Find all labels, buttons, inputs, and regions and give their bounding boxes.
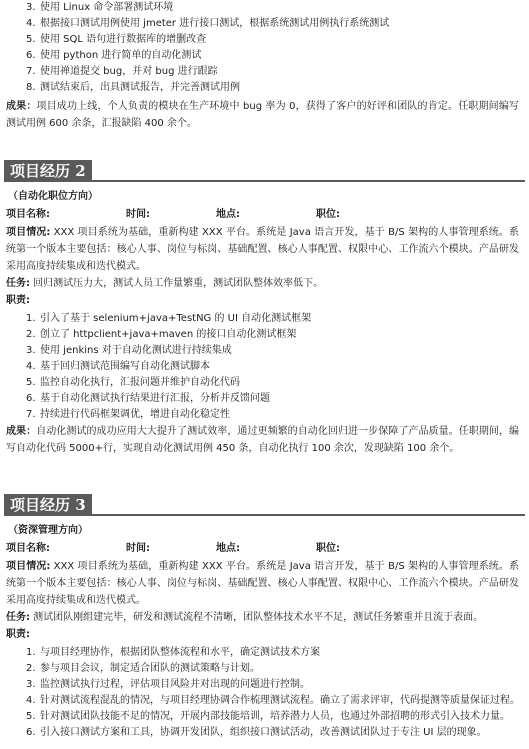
list-item: 7. 持续进行代码框架调优，增进自动化稳定性: [26, 409, 230, 420]
list-item: 1. 与项目经理协作，根据团队整体流程和水平，确定测试技术方案: [26, 647, 320, 658]
project-meta: 项目名称: 时间: 地点: 职位:: [6, 543, 340, 554]
duty-list: [0, 311, 529, 423]
project-task: 任务: 测试团队刚组建完毕，研发和测试流程不清晰，团队整体技术水平不足，测试任务繁重并且流于表面。: [6, 612, 484, 623]
list-item: 5. 监控自动化执行，汇报问题并维护自动化代码: [26, 377, 240, 388]
list-item: 6. 基于自动化测试执行结果进行汇报，分析并反馈问题: [26, 393, 270, 404]
list-item: 4. 基于回归测试范围编写自动化测试脚本: [26, 361, 210, 372]
section-title: 项目经历 2: [4, 160, 92, 182]
section-title: 项目经历 3: [4, 494, 92, 516]
section-divider: [4, 514, 525, 516]
intro-list: [0, 0, 529, 96]
list-item: 6. 引入接口测试方案和工具，协调开发团队，组织接口测试活动，改善测试团队过于专注 UI 层的现象。: [26, 727, 487, 738]
project-3-section: [0, 494, 529, 741]
list-item: 1. 引入了基于 selenium+java+TestNG 的 UI 自动化测试框架: [26, 313, 312, 324]
list-item: 4. 针对测试流程混乱的情况，与项目经理协调合作梳理测试流程。确立了需求评审，代码提测等质量保证过程。: [26, 695, 520, 706]
project-situation: 项目情况: XXX 项目系统为基础，重新构建 XXX 平台。系统是 Java 语言开发，基于 B/S 架构的人事管理系统。系统第一个版本主要包括：核心人事、岗位与标岗、基础配置、核心人事配置、权限中心、工作流六个模块。产品研发采用高度持续集成和迭代模式。: [6, 561, 519, 606]
duty-list: [0, 645, 529, 741]
list-item: 7. 使用禅道提交 bug，并对 bug 进行跟踪: [26, 66, 218, 77]
list-item: 4. 根据接口测试用例使用 jmeter 进行接口测试，根据系统测试用例执行系统测试: [26, 18, 390, 29]
direction-label: （资深管理方向）: [8, 525, 88, 536]
section-header: [4, 160, 525, 182]
intro-result: 成果：项目成功上线，个人负责的模块在生产环境中 bug 率为 0，获得了客户的好评和团队的肯定。任职期间编写测试用例 600 余条，汇报缺陷 400 余个。: [6, 101, 519, 129]
list-item: 3. 监控测试执行过程，评估项目风险并对出现的问题进行控制。: [26, 679, 310, 690]
project-result: 成果：自动化测试的成功应用大大提升了测试效率，通过更频繁的自动化回归进一步保障了产品质量。任职期间，编写自动化代码 5000+行，实现自动化测试用例 450 条，自动化执行 100 余次，发现缺陷 100 余个。: [6, 426, 520, 454]
list-item: 8. 测试结束后，出具测试报告，并完善测试用例: [26, 82, 240, 93]
list-item: 5. 针对测试团队技能不足的情况，开展内部技能培训，培养潜力人员，也通过外部招聘的形式引入技术力量。: [26, 711, 510, 722]
duty-label: 职责:: [6, 629, 30, 640]
intro-section: [0, 0, 529, 132]
direction-label: （自动化职位方向）: [8, 191, 98, 202]
section-header: [4, 494, 525, 516]
list-item: 5. 使用 SQL 语句进行数据库的增删改查: [26, 34, 207, 45]
project-2-section: [0, 160, 529, 457]
duty-label: 职责:: [6, 295, 30, 306]
section-divider: [4, 180, 525, 182]
project-meta: 项目名称: 时间: 地点: 职位:: [6, 209, 340, 220]
project-situation: 项目情况: XXX 项目系统为基础，重新构建 XXX 平台。系统是 Java 语言开发，基于 B/S 架构的人事管理系统。系统第一个版本主要包括：核心人事、岗位与标岗、基础配置、核心人事配置、权限中心、工作流六个模块。产品研发采用高度持续集成和迭代模式。: [6, 227, 519, 272]
list-item: 3. 使用 jenkins 对于自动化测试进行持续集成: [26, 345, 232, 356]
list-item: 2. 创立了 httpclient+java+maven 的接口自动化测试框架: [26, 329, 297, 340]
list-item: 6. 使用 python 进行简单的自动化测试: [26, 50, 202, 61]
list-item: 2. 参与项目会议，制定适合团队的测试策略与计划。: [26, 663, 260, 674]
list-item: 3. 使用 Linux 命令部署测试环境: [26, 2, 174, 13]
project-task: 任务: 回归测试压力大，测试人员工作量繁重，测试团队整体效率低下。: [6, 278, 324, 289]
